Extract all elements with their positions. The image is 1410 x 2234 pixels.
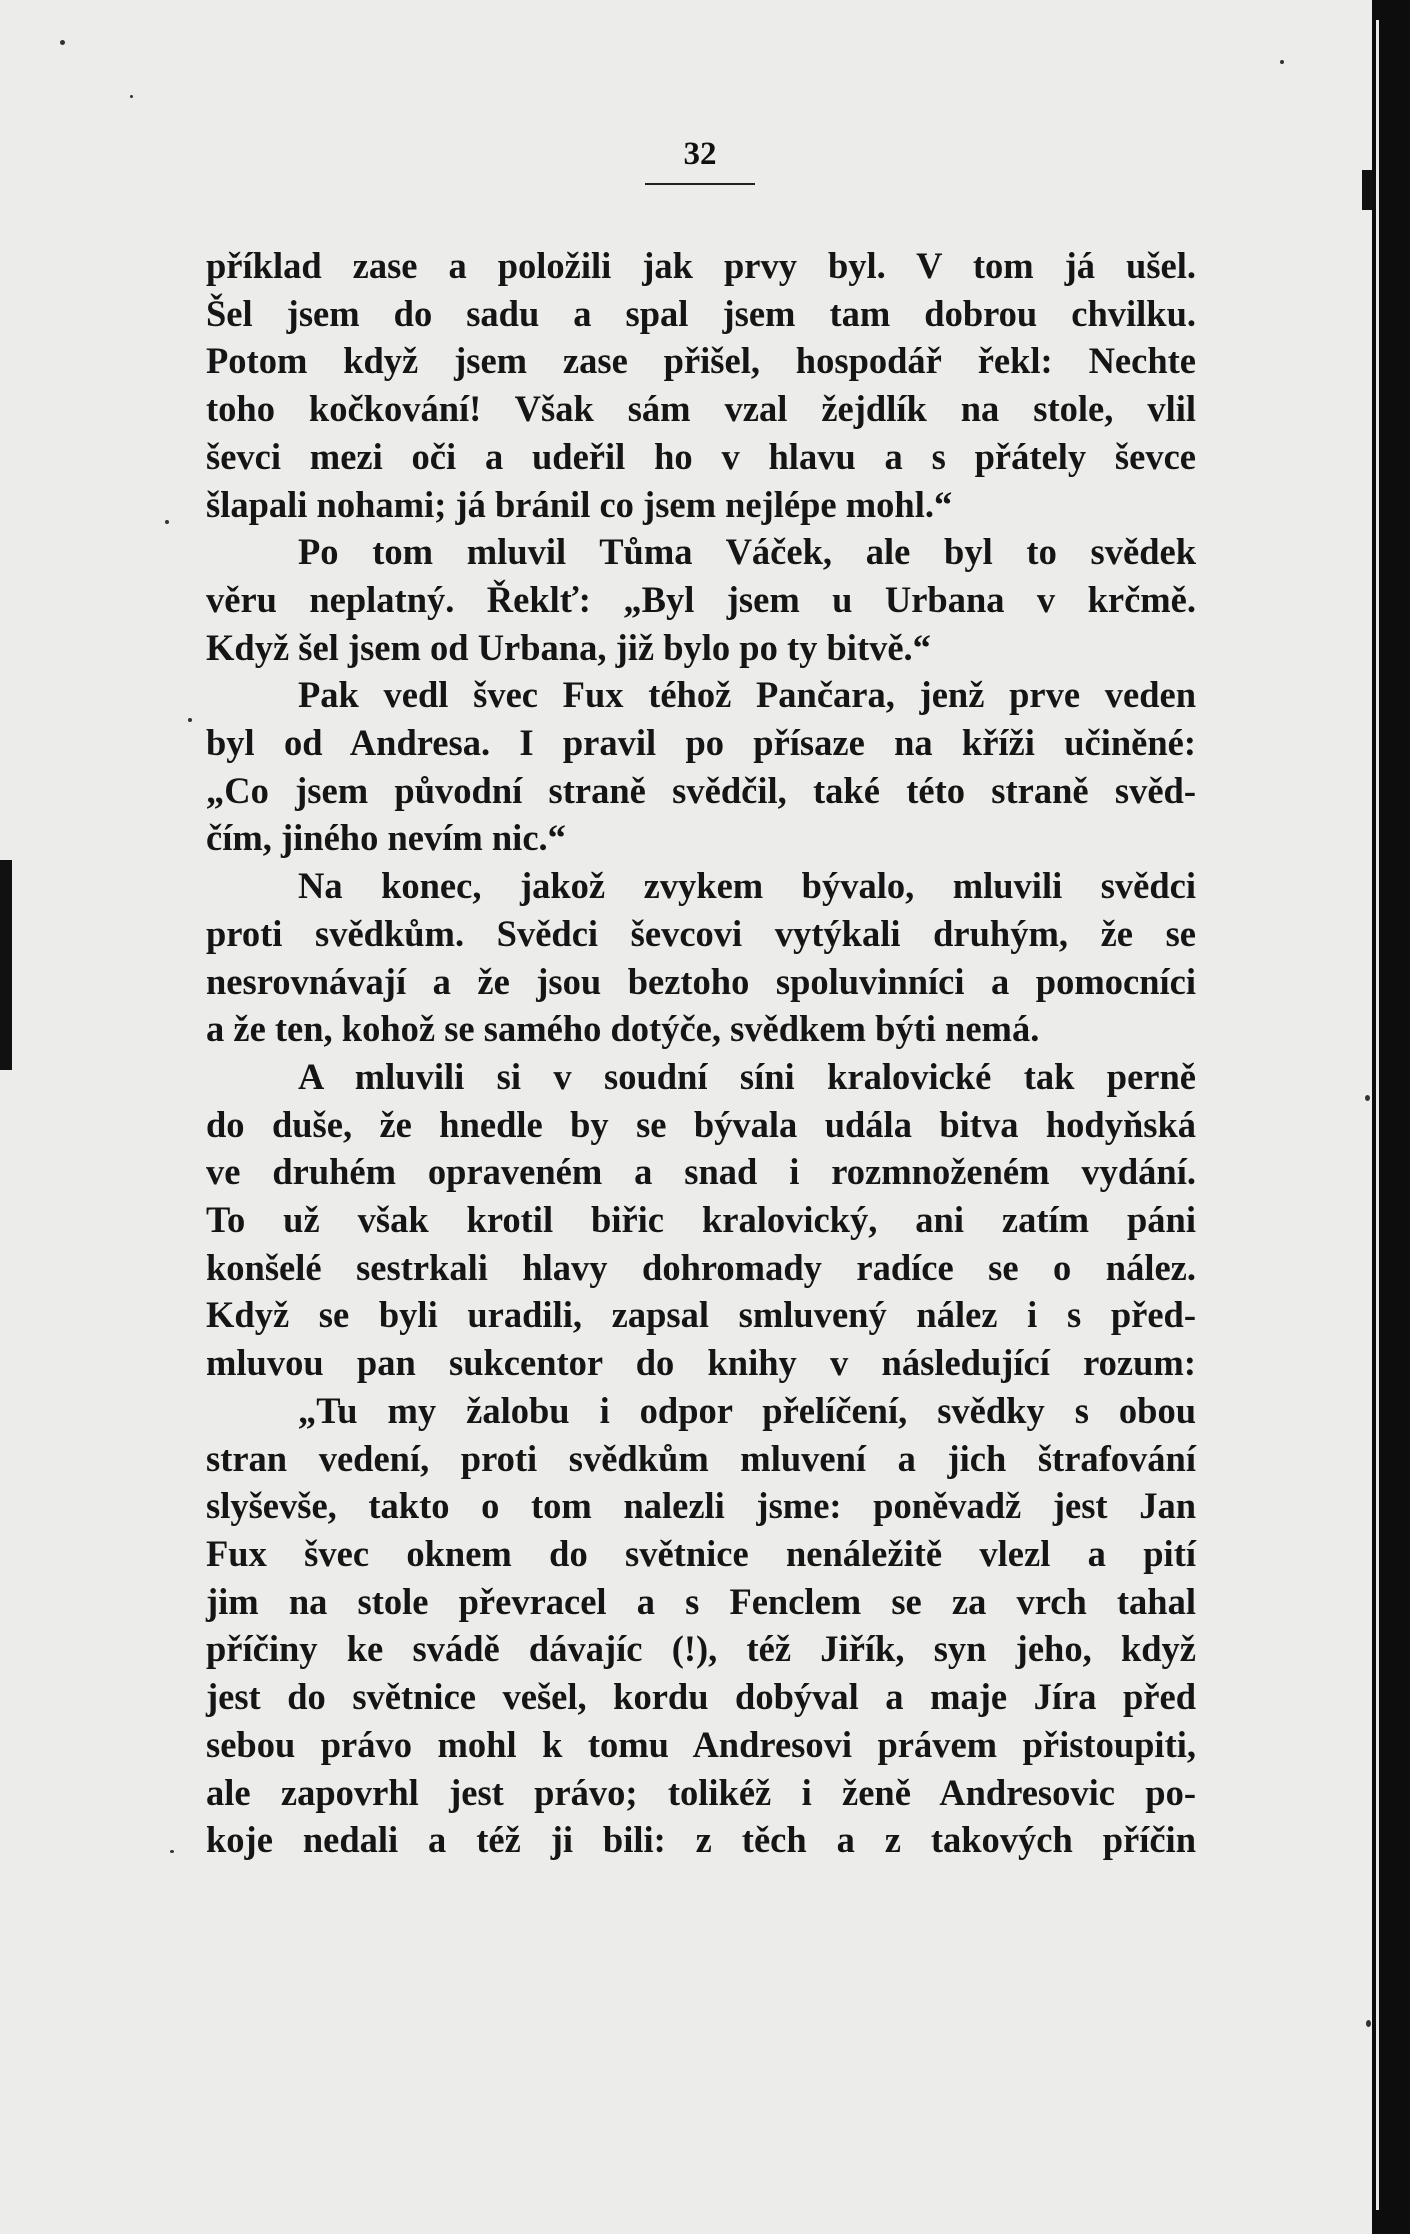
text-line: proti svědkům. Svědci ševcovi vytýkali druhým, že se: [206, 912, 1196, 954]
text-line: Fux švec oknem do světnice nenáležitě vlezl a pití: [206, 1532, 1196, 1574]
text-line: Na konec, jakož zvykem bývalo, mluvili svědci: [298, 865, 1196, 907]
text-line: stran vedení, proti svědkům mluvení a jich štrafování: [206, 1437, 1196, 1479]
text-line: šlapali nohami; já bránil co jsem nejlépe mohl.“: [206, 483, 953, 525]
text-line: jest do světnice vešel, kordu dobýval a maje Jíra před: [206, 1676, 1196, 1718]
text-line: příklad zase a položili jak prvy byl. V tom já ušel.: [206, 245, 1196, 286]
scan-speck: [165, 520, 169, 524]
text-line: ve druhém opraveném a snad i rozmnoženém vydání.: [206, 1151, 1196, 1193]
text-line: Pak vedl švec Fux téhož Pančara, jenž prve veden: [298, 674, 1196, 716]
scan-edge-mark: [1362, 170, 1372, 210]
text-line: mluvou pan sukcentor do knihy v následující rozum:: [206, 1342, 1196, 1384]
text-line: příčiny ke svádě dávajíc (!), též Jiřík, syn jeho, když: [206, 1628, 1196, 1670]
scan-speck: [188, 718, 192, 722]
scan-speck: [1280, 60, 1284, 64]
text-line: sebou právo mohl k tomu Andresovi právem přistoupiti,: [206, 1723, 1196, 1765]
page-number: 32: [683, 136, 717, 172]
text-line: koje nedali a též ji bili: z těch a z takových příčin: [206, 1819, 1196, 1861]
text-line: ale zapovrhl jest právo; tolikéž i ženě Andresovic po-: [206, 1771, 1196, 1813]
text-line: a že ten, kohož se samého dotýče, svědkem býti nemá.: [206, 1008, 1040, 1050]
text-line: čím, jiného nevím nic.“: [206, 817, 566, 859]
text-line: Když se byli uradili, zapsal smluvený nález i s před-: [206, 1294, 1196, 1336]
text-line: slyševše, takto o tom nalezli jsme: poněvadž jest Jan: [206, 1485, 1196, 1527]
text-line: konšelé sestrkali hlavy dohromady radíce se o nález.: [206, 1246, 1196, 1288]
text-line: „Co jsem původní straně svědčil, také této straně svěd-: [206, 769, 1196, 811]
scan-speck: [1366, 2020, 1371, 2027]
scan-speck: [130, 95, 133, 98]
scan-speck: [60, 40, 65, 45]
text-line: To už však krotil biřic kralovický, ani zatím páni: [206, 1199, 1196, 1241]
text-line: toho kočkování! Však sám vzal žejdlík na stole, vlil: [206, 388, 1196, 430]
scan-speck: [170, 1850, 174, 1853]
text-line: věru neplatný. Řeklť: „Byl jsem u Urbana v krčmě.: [206, 578, 1196, 620]
text-line: Šel jsem do sadu a spal jsem tam dobrou chvilku.: [206, 292, 1196, 334]
text-line: „Tu my žalobu i odpor přelíčení, svědky s obou: [298, 1389, 1196, 1431]
text-line: do duše, že hnedle by se bývala udála bitva hodyňská: [206, 1103, 1196, 1145]
text-line: A mluvili si v soudní síni kralovické tak perně: [298, 1055, 1196, 1097]
text-line: Když šel jsem od Urbana, již bylo po ty bitvě.“: [206, 626, 931, 668]
scan-edge-mark: [0, 860, 12, 1070]
scan-edge-line: [1376, 20, 1379, 2210]
body-text: [206, 242, 1196, 1864]
scan-speck: [1365, 1095, 1370, 1101]
text-line: byl od Andresa. I pravil po přísaze na kříži učiněné:: [206, 722, 1196, 764]
text-line: jim na stole převracel a s Fenclem se za vrch tahal: [206, 1580, 1196, 1622]
text-line: Po tom mluvil Tůma Váček, ale byl to svědek: [298, 531, 1196, 573]
text-line: Potom když jsem zase přišel, hospodář řekl: Nechte: [206, 340, 1196, 382]
text-line: ševci mezi oči a udeřil ho v hlavu a s přátely ševce: [206, 435, 1196, 477]
page-number-rule: [645, 183, 755, 185]
text-line: nesrovnávají a že jsou beztoho spoluvinníci a pomocníci: [206, 960, 1196, 1002]
